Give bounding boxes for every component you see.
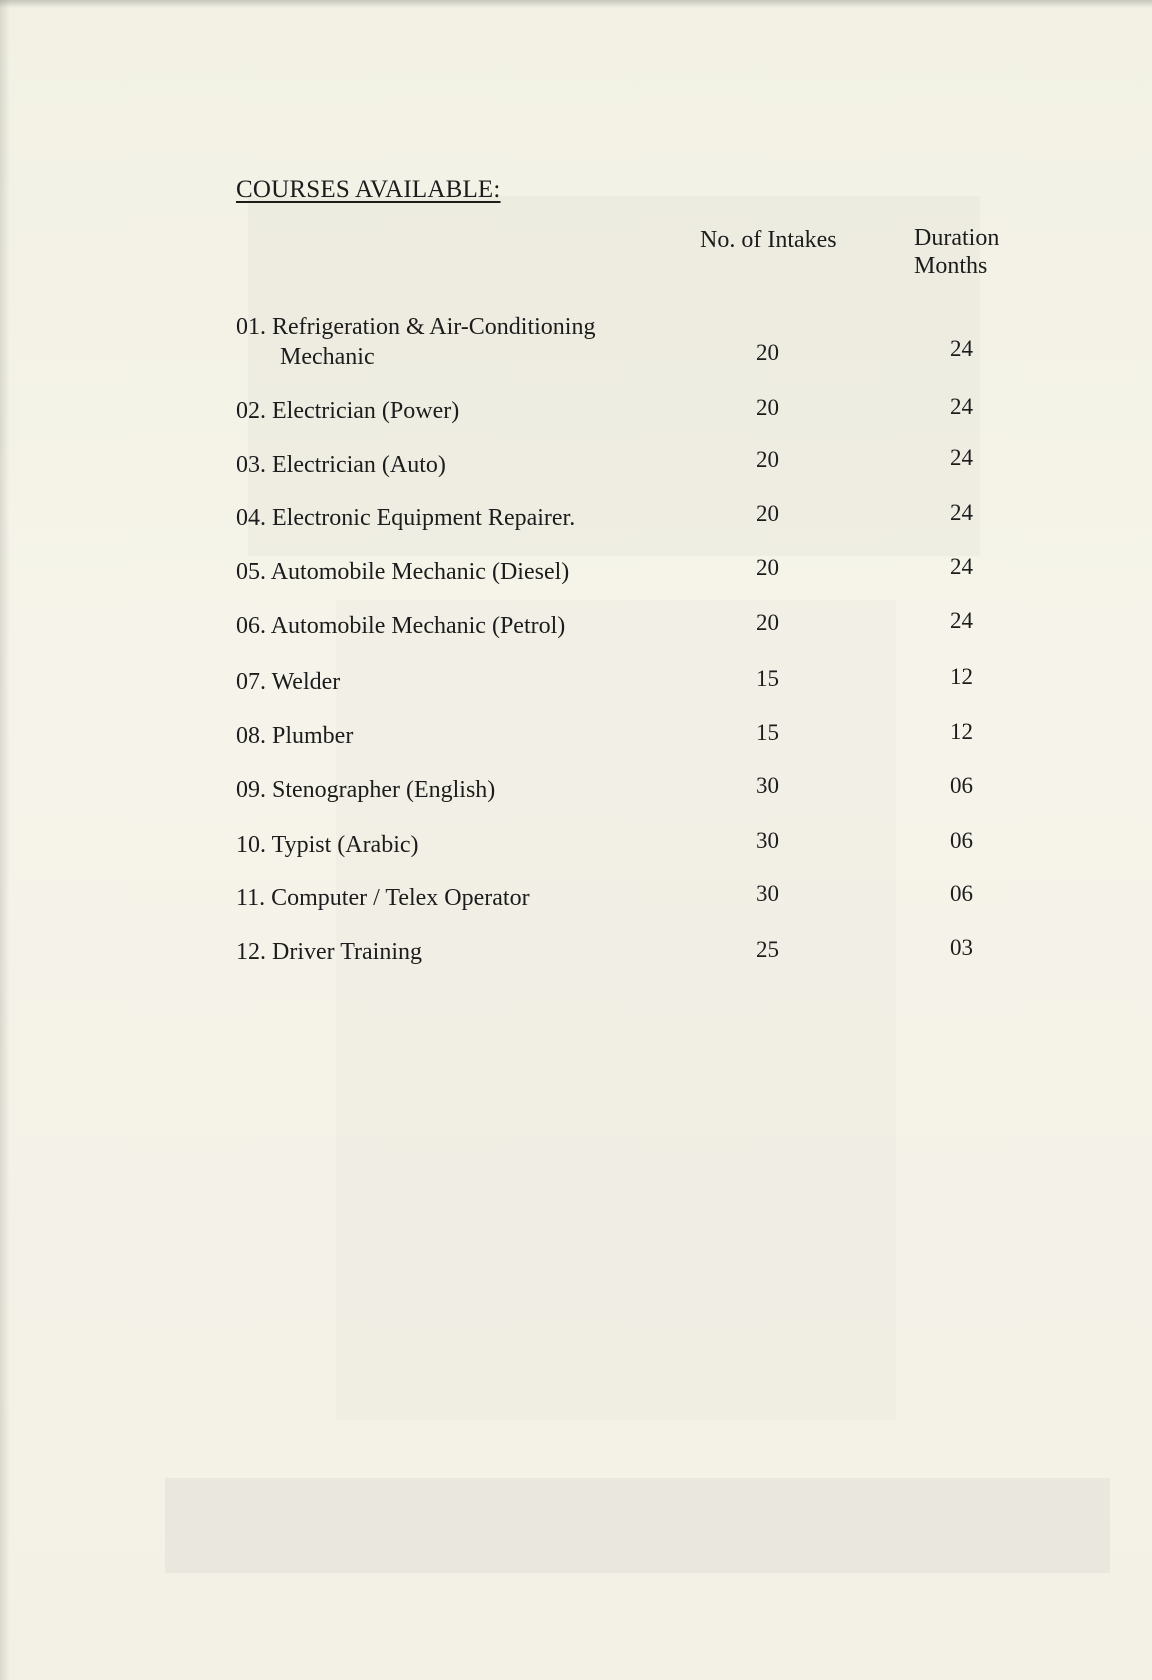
- course-row: [0, 554, 1152, 597]
- course-title: Electrician (Power): [272, 398, 460, 424]
- page-title: COURSES AVAILABLE:: [236, 176, 501, 203]
- course-title: Welder: [271, 669, 341, 695]
- course-row: [0, 608, 1152, 651]
- course-row: [0, 721, 1152, 761]
- bleed-through-area: [165, 1478, 1110, 1573]
- course-name: [236, 830, 419, 860]
- column-header-duration-line1: Duration: [914, 225, 1000, 251]
- course-name: [236, 312, 595, 372]
- course-name: [236, 721, 353, 751]
- course-duration: 12: [950, 719, 973, 744]
- course-intakes: 30: [756, 773, 779, 798]
- course-intakes: 15: [756, 666, 779, 691]
- course-intakes: 20: [756, 610, 779, 635]
- course-intakes: 20: [756, 395, 779, 420]
- course-duration: 24: [950, 500, 973, 525]
- course-intakes: 20: [756, 340, 779, 365]
- course-name: [236, 396, 459, 426]
- course-number: 06.: [236, 613, 266, 639]
- course-title: Driver Training: [272, 939, 422, 965]
- course-intakes: 20: [756, 447, 779, 472]
- course-row: [0, 883, 1152, 923]
- course-number: 11.: [236, 885, 266, 911]
- course-duration: 12: [950, 664, 973, 689]
- course-number: 05.: [236, 559, 266, 585]
- course-name: [236, 883, 530, 913]
- course-title: Automobile Mechanic (Diesel): [270, 559, 570, 585]
- course-number: 07.: [236, 669, 266, 695]
- page-top-edge: [0, 0, 1152, 8]
- course-number: 10.: [236, 832, 266, 858]
- course-row: [0, 937, 1152, 977]
- course-intakes: 20: [756, 501, 779, 526]
- course-row: [0, 500, 1152, 543]
- course-row: [0, 312, 1152, 376]
- course-row: [0, 396, 1152, 436]
- course-number: 03.: [236, 452, 266, 478]
- bleed-through-area: [248, 196, 980, 556]
- course-name: [236, 503, 575, 533]
- course-number: 09.: [236, 777, 266, 803]
- column-header-intakes: No. of Intakes: [700, 227, 837, 253]
- course-intakes: 20: [756, 555, 779, 580]
- course-title: Automobile Mechanic (Petrol): [270, 613, 566, 639]
- course-duration: 24: [950, 554, 973, 579]
- course-name: [236, 775, 495, 805]
- course-name: [236, 611, 565, 641]
- course-row: [0, 775, 1152, 815]
- course-duration: 24: [950, 445, 973, 470]
- course-duration: 06: [950, 773, 973, 798]
- course-intakes: 15: [756, 720, 779, 745]
- course-row: [0, 664, 1152, 707]
- course-number: 08.: [236, 723, 266, 749]
- course-duration: 03: [950, 935, 973, 960]
- course-number: 12.: [236, 939, 266, 965]
- course-duration: 24: [950, 608, 973, 633]
- course-name: [236, 450, 446, 480]
- course-title: Computer / Telex Operator: [271, 885, 530, 911]
- column-header-duration-line2: Months: [914, 253, 988, 279]
- course-number: 04.: [236, 505, 266, 531]
- course-number: 01.: [236, 314, 266, 340]
- course-intakes: 30: [756, 881, 779, 906]
- course-duration: 06: [950, 828, 973, 853]
- course-title: Electronic Equipment Repairer.: [272, 505, 576, 531]
- course-title: Plumber: [272, 723, 354, 749]
- course-name: [236, 557, 569, 587]
- course-row: [0, 445, 1152, 490]
- course-title: Stenographer (English): [272, 777, 496, 803]
- course-duration: 24: [950, 336, 973, 361]
- course-title: Refrigeration & Air-Conditioning: [272, 314, 596, 340]
- course-title: Typist (Arabic): [271, 832, 419, 858]
- course-duration: 24: [950, 394, 973, 419]
- column-header-duration: [914, 224, 999, 280]
- course-intakes: 30: [756, 828, 779, 853]
- course-name: [236, 667, 340, 697]
- course-title-line2: Mechanic: [280, 344, 375, 370]
- course-name: [236, 937, 422, 967]
- course-row: [0, 830, 1152, 870]
- course-intakes: 25: [756, 937, 779, 962]
- course-title: Electrician (Auto): [272, 452, 446, 478]
- course-duration: 06: [950, 881, 973, 906]
- course-number: 02.: [236, 398, 266, 424]
